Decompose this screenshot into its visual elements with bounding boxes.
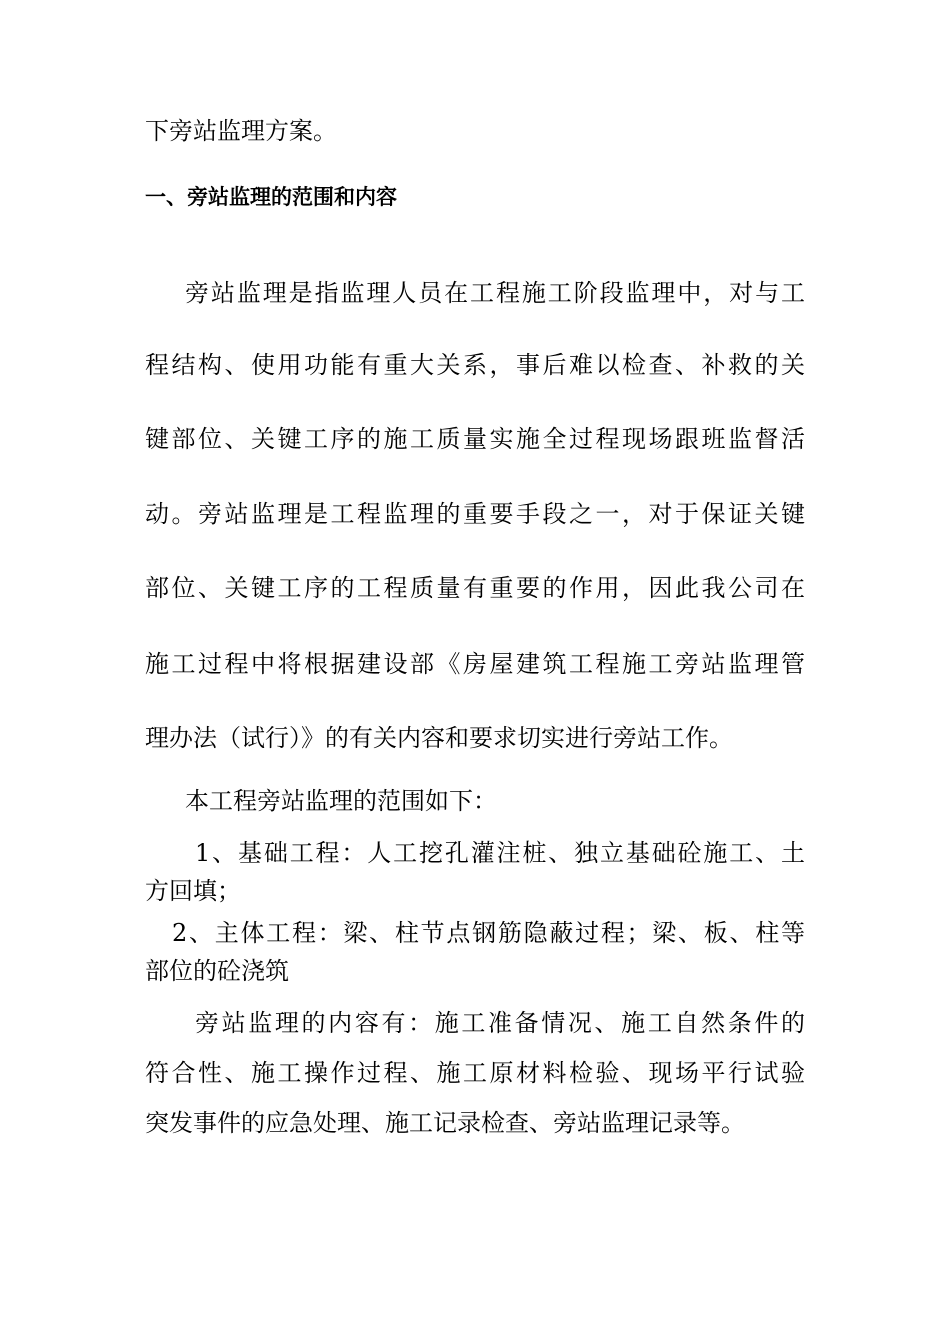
scope-item-2-line-1: 2、主体工程：梁、柱节点钢筋隐蔽过程；梁、板、柱等 [172, 919, 805, 947]
paragraph-1-line-6: 施工过程中将根据建设部《房屋建筑工程施工旁站监理管 [145, 650, 805, 678]
content-paragraph-line-3: 突发事件的应急处理、施工记录检查、旁站监理记录等。 [145, 1109, 745, 1137]
paragraph-1-line-5: 部位、关键工序的工程质量有重要的作用，因此我公司在 [145, 574, 805, 602]
paragraph-1-line-3: 键部位、关键工序的施工质量实施全过程现场跟班监督活 [145, 425, 805, 453]
paragraph-1-line-4: 动。旁站监理是工程监理的重要手段之一，对于保证关键 [145, 500, 805, 528]
section-heading: 一、旁站监理的范围和内容 [145, 185, 397, 209]
scope-intro: 本工程旁站监理的范围如下： [185, 787, 497, 815]
scope-item-1-line-1: 1、基础工程：人工挖孔灌注桩、独立基础砼施工、土 [195, 839, 805, 867]
content-paragraph-line-2: 符合性、施工操作过程、施工原材料检验、现场平行试验 [145, 1059, 805, 1087]
scope-item-1-line-2: 方回填； [145, 877, 241, 905]
content-paragraph-line-1: 旁站监理的内容有：施工准备情况、施工自然条件的 [195, 1009, 805, 1037]
text-line-intro-end: 下旁站监理方案。 [145, 117, 337, 145]
paragraph-1-line-2: 程结构、使用功能有重大关系，事后难以检查、补救的关 [145, 351, 805, 379]
paragraph-1-line-7: 理办法（试行）》的有关内容和要求切实进行旁站工作。 [145, 724, 733, 752]
paragraph-1-line-1: 旁站监理是指监理人员在工程施工阶段监理中，对与工 [185, 279, 805, 307]
scope-item-2-line-2: 部位的砼浇筑 [145, 957, 289, 985]
